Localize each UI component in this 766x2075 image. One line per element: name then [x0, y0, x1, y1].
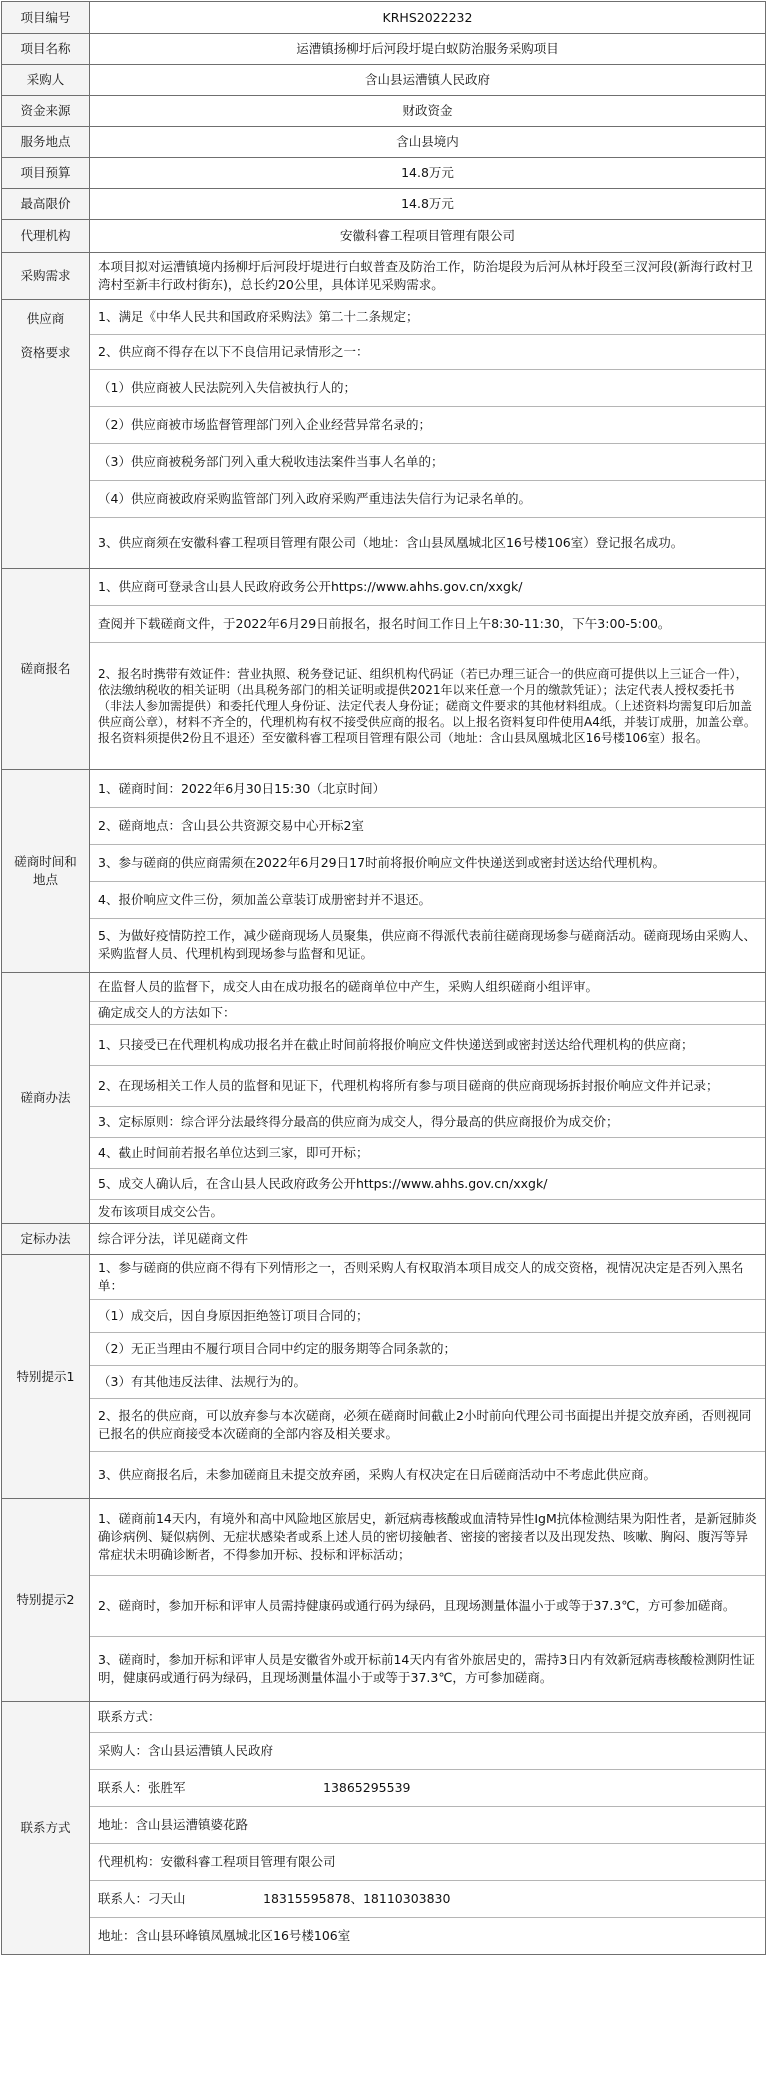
registration-label: 磋商报名 [2, 569, 90, 770]
fund-source-value: 财政资金 [90, 96, 766, 127]
tips1-label: 特别提示1 [2, 1255, 90, 1499]
award-value: 综合评分法，详见磋商文件 [90, 1224, 766, 1255]
row-max-price [2, 189, 766, 220]
tips1-item: （2）无正当理由不履行项目合同中约定的服务期等合同条款的； [98, 1341, 456, 1356]
row-project-name [2, 34, 766, 65]
method-item: 在监督人员的监督下，成交人由在成功报名的磋商单位中产生，采购人组织磋商小组评审。 [98, 979, 599, 994]
tips2-item: 3、磋商时，参加开标和评审人员是安徽省外或开标前14天内有省外旅居史的，需持3日内有效新冠病毒核酸检测阴性证明，健康码或通行码为绿码，且现场测量体温小于或等于37.3℃，方可参加磋商。 [98, 1652, 755, 1685]
info-table [1, 1, 766, 1955]
budget-value: 14.8万元 [90, 158, 766, 189]
schedule-item: 1、磋商时间：2022年6月30日15:30（北京时间） [98, 780, 386, 796]
method-item: 确定成交人的方法如下： [98, 1005, 236, 1020]
method-content [90, 973, 766, 1224]
method-item: 5、成交人确认后，在含山县人民政府政务公开https://www.ahhs.gov.cn/xxgk/ [98, 1176, 548, 1191]
tips1-item: 2、报名的供应商，可以放弃参与本次磋商，必须在磋商时间截止2小时前向代理公司书面提出并提交放弃函，否则视同已报名的供应商接受本次磋商的全部内容及相关要求。 [98, 1408, 752, 1441]
agency-contact-phone: 18315595878、18110303830 [263, 1891, 451, 1906]
row-tips2 [2, 1499, 766, 1702]
row-contact [2, 1702, 766, 1955]
tips1-content [90, 1255, 766, 1499]
tips2-label: 特别提示2 [2, 1499, 90, 1702]
contact-agency-person [90, 1881, 765, 1917]
method-item: 2、在现场相关工作人员的监督和见证下，代理机构将所有参与项目磋商的供应商现场拆封报价响应文件并记录； [98, 1078, 719, 1093]
service-place-value: 含山县境内 [90, 127, 766, 158]
tips1-item: 1、参与磋商的供应商不得有下列情形之一，否则采购人有权取消本项目成交人的成交资格，视情况决定是否列入黑名单： [98, 1260, 744, 1293]
registration-item: 1、供应商可登录含山县人民政府政务公开https://www.ahhs.gov.cn/xxgk/ [98, 579, 523, 594]
schedule-item: 3、参与磋商的供应商需须在2022年6月29日17时前将报价响应文件快递送到或密封送达给代理机构。 [98, 854, 666, 870]
budget-label: 项目预算 [2, 158, 90, 189]
purchaser-contact-name: 联系人：张胜军 [98, 1780, 186, 1795]
purchaser-label: 采购人 [2, 65, 90, 96]
qualification-item: 1、满足《中华人民共和国政府采购法》第二十二条规定； [98, 309, 419, 324]
tips1-item: 3、供应商报名后，未参加磋商且未提交放弃函，采购人有权决定在日后磋商活动中不考虑此供应商。 [98, 1467, 656, 1482]
row-method [2, 973, 766, 1224]
award-label: 定标办法 [2, 1224, 90, 1255]
project-name-value: 运漕镇扬柳圩后河段圩堤白蚁防治服务采购项目 [90, 34, 766, 65]
contact-purchaser-address: 地址：含山县运漕镇婆花路 [98, 1817, 249, 1832]
tips2-content [90, 1499, 766, 1702]
project-no-value: KRHS2022232 [90, 2, 766, 34]
contact-agency: 代理机构：安徽科睿工程项目管理有限公司 [98, 1854, 336, 1869]
qualification-content [90, 300, 766, 569]
row-fund-source [2, 96, 766, 127]
fund-source-label: 资金来源 [2, 96, 90, 127]
method-item: 发布该项目成交公告。 [98, 1203, 224, 1219]
qualification-item: （3）供应商被税务部门列入重大税收违法案件当事人名单的； [98, 454, 444, 469]
registration-item: 查阅并下载磋商文件，于2022年6月29日前报名，报名时间工作日上午8:30-11:30，下午3:00-5:00。 [98, 616, 671, 631]
row-service-place [2, 127, 766, 158]
row-project-no [2, 2, 766, 34]
qualification-label [2, 300, 90, 569]
row-schedule [2, 770, 766, 973]
row-purchaser [2, 65, 766, 96]
demand-value: 本项目拟对运漕镇境内扬柳圩后河段圩堤进行白蚁普查及防治工作，防治堤段为后河从林圩段至三汊河段(新海行政村卫湾村至新丰行政村街东)，总长约20公里，具体详见采购需求。 [90, 253, 766, 300]
tips1-item: （1）成交后，因自身原因拒绝签订项目合同的； [98, 1308, 369, 1323]
purchaser-contact-phone: 13865295539 [323, 1780, 411, 1795]
schedule-item: 2、磋商地点：含山县公共资源交易中心开标2室 [98, 817, 364, 833]
tips1-item: （3）有其他违反法律、法规行为的。 [98, 1374, 306, 1389]
contact-purchaser: 采购人：含山县运漕镇人民政府 [98, 1743, 274, 1758]
qualification-label-top: 供应商 [26, 311, 65, 326]
project-name-label: 项目名称 [2, 34, 90, 65]
schedule-label: 磋商时间和地点 [2, 770, 90, 973]
tips2-item: 2、磋商时，参加开标和评审人员需持健康码或通行码为绿码，且现场测量体温小于或等于37.3℃，方可参加磋商。 [98, 1598, 736, 1613]
max-price-value: 14.8万元 [90, 189, 766, 220]
row-qualification [2, 300, 766, 569]
contact-content [90, 1702, 766, 1955]
method-item: 4、截止时间前若报名单位达到三家，即可开标； [98, 1145, 369, 1160]
contact-title: 联系方式： [98, 1709, 161, 1724]
agency-label: 代理机构 [2, 220, 90, 253]
procurement-announcement-table [1, 1, 765, 2073]
registration-content [90, 569, 766, 770]
row-budget [2, 158, 766, 189]
contact-agency-address: 地址：含山县环峰镇凤凰城北区16号楼106室 [98, 1928, 351, 1943]
row-registration [2, 569, 766, 770]
qualification-item: （1）供应商被人民法院列入失信被执行人的； [98, 380, 356, 395]
registration-item: 2、报名时携带有效证件：营业执照、税务登记证、组织机构代码证（若已办理三证合一的供应商可提供以上三证合一件），依法缴纳税收的相关证明（出具税务部门的相关证明或提供2021年以来任意一个月的缴款凭证）；法定代表人授权委托书（非法人参加需提供）和委托代理人身份证、法定代表人身份证；磋商文件要求的其他材料组成。（上述资料均需复印后加盖供应商公章），材料不齐全的，代理机构有权不接受供应商的报名。以上报名资料复印件使用A4纸，并装订成册，加盖公章。报名资料须提供2份且不退还）至安徽科睿工程项目管理有限公司（地址：含山县凤凰城北区16号楼106室）报名。 [98, 667, 756, 745]
qualification-item: （2）供应商被市场监督管理部门列入企业经营异常名录的； [98, 417, 431, 432]
row-demand [2, 253, 766, 300]
project-no-label: 项目编号 [2, 2, 90, 34]
method-item: 1、只接受已在代理机构成功报名并在截止时间前将报价响应文件快递送到或密封送达给代理机构的供应商； [98, 1037, 694, 1052]
schedule-item: 4、报价响应文件三份，须加盖公章装订成册密封并不退还。 [98, 891, 431, 907]
agency-value: 安徽科睿工程项目管理有限公司 [90, 220, 766, 253]
service-place-label: 服务地点 [2, 127, 90, 158]
qualification-label-bottom: 资格要求 [20, 345, 71, 360]
row-award [2, 1224, 766, 1255]
max-price-label: 最高限价 [2, 189, 90, 220]
qualification-item: （4）供应商被政府采购监管部门列入政府采购严重违法失信行为记录名单的。 [98, 491, 531, 506]
tips2-item: 1、磋商前14天内，有境外和高中风险地区旅居史，新冠病毒核酸或血清特异性IgM抗体检测结果为阳性者，是新冠肺炎确诊病例、疑似病例、无症状感染者或系上述人员的密切接触者、密接的密接者以及出现发热、咳嗽、胸闷、腹泻等异常症状未明确诊断者，不得参加开标、投标和评标活动； [98, 1511, 757, 1562]
demand-label: 采购需求 [2, 253, 90, 300]
schedule-content [90, 770, 766, 973]
row-tips1 [2, 1255, 766, 1499]
contact-purchaser-person [90, 1770, 765, 1806]
purchaser-value: 含山县运漕镇人民政府 [90, 65, 766, 96]
schedule-item: 5、为做好疫情防控工作，减少磋商现场人员聚集，供应商不得派代表前往磋商现场参与磋商活动。磋商现场由采购人、采购监督人员、代理机构到现场参与监督和见证。 [98, 928, 756, 961]
method-item: 3、定标原则：综合评分法最终得分最高的供应商为成交人，得分最高的供应商报价为成交价； [98, 1114, 619, 1129]
method-label: 磋商办法 [2, 973, 90, 1224]
qualification-item: 2、供应商不得存在以下不良信用记录情形之一： [98, 344, 369, 359]
row-agency [2, 220, 766, 253]
contact-label: 联系方式 [2, 1702, 90, 1955]
qualification-item: 3、供应商须在安徽科睿工程项目管理有限公司（地址：含山县凤凰城北区16号楼106室）登记报名成功。 [98, 535, 684, 550]
agency-contact-name: 联系人：刁天山 [98, 1891, 186, 1906]
